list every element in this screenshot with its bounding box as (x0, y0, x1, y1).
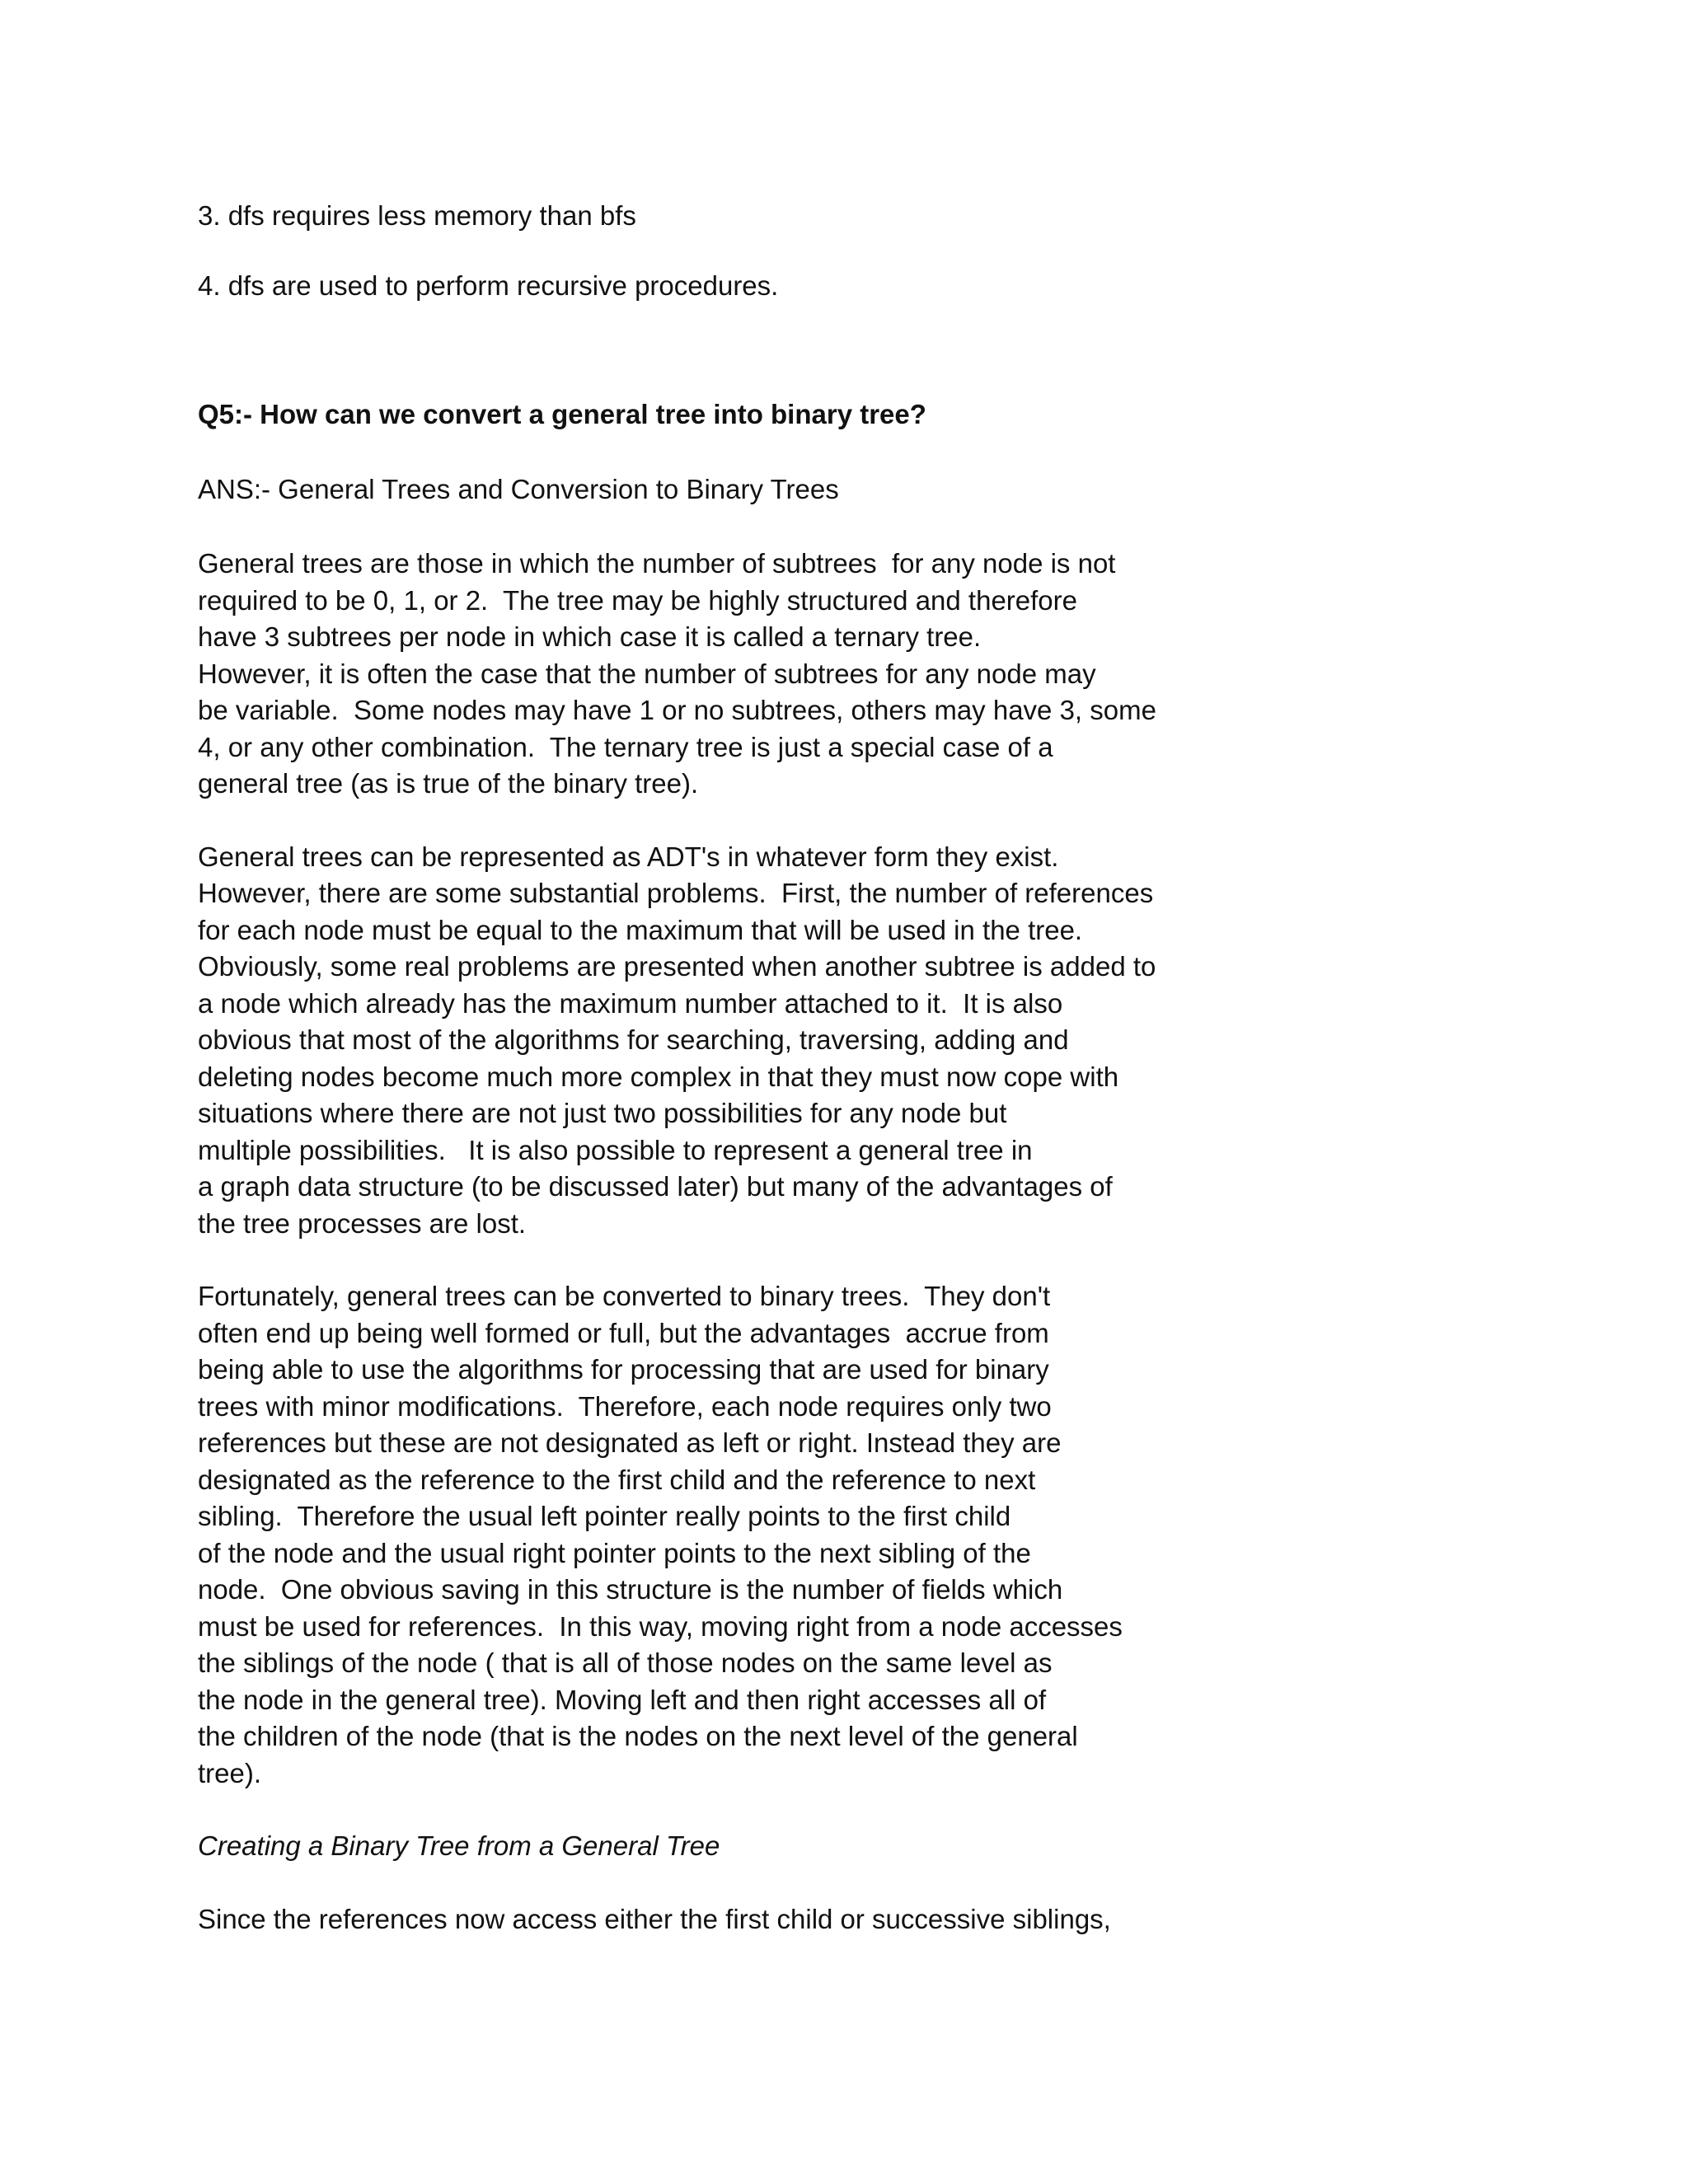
item-list (198, 198, 1253, 304)
paragraph-line: trees with minor modifications. Therefore, each node requires only two (198, 1390, 1052, 1422)
answer-intro-text: ANS:- General Trees and Conversion to Binary Trees (198, 473, 839, 504)
list-item: 4. dfs are used to perform recursive procedures. (198, 269, 779, 301)
paragraph-line: Since the references now access either the first child or successive siblings, (198, 1903, 1111, 1934)
final-paragraph (198, 1901, 1253, 1938)
paragraph-2 (198, 839, 1253, 1243)
paragraph-line: tree). (198, 1757, 262, 1788)
question-heading (198, 396, 1253, 434)
paragraph-line: deleting nodes become much more complex in that they must now cope with (198, 1061, 1119, 1092)
paragraph-1 (198, 546, 1253, 803)
paragraph-line: However, there are some substantial problems. First, the number of references (198, 878, 1154, 908)
paragraph-line: have 3 subtrees per node in which case it is called a ternary tree. (198, 621, 982, 652)
paragraph-3 (198, 1278, 1253, 1792)
answer-intro (198, 471, 1253, 509)
paragraph-line: the children of the node (that is the nodes on the next level of the general (198, 1721, 1078, 1751)
paragraph-line: the tree processes are lost. (198, 1207, 527, 1239)
paragraph-line: must be used for references. In this way, moving right from a node accesses (198, 1610, 1123, 1642)
paragraph-line: of the node and the usual right pointer points to the next sibling of the (198, 1537, 1031, 1568)
document-content (198, 198, 1253, 1938)
paragraph-line: obvious that most of the algorithms for searching, traversing, adding and (198, 1024, 1069, 1055)
paragraph-line: node. One obvious saving in this structure is the number of fields which (198, 1574, 1063, 1605)
paragraph-line: general tree (as is true of the binary tree). (198, 768, 699, 799)
paragraph-line: General trees can be represented as ADT's in whatever form they exist. (198, 841, 1059, 872)
paragraph-line: required to be 0, 1, or 2. The tree may be highly structured and therefore (198, 584, 1078, 616)
question-text: Q5:- How can we convert a general tree into binary tree? (198, 399, 926, 429)
paragraph-line: the node in the general tree). Moving left and then right accesses all of (198, 1684, 1047, 1715)
list-item: 3. dfs requires less memory than bfs (198, 200, 636, 231)
paragraph-line: a graph data structure (to be discussed later) but many of the advantages of (198, 1171, 1113, 1202)
paragraph-line: situations where there are not just two possibilities for any node but (198, 1098, 1007, 1128)
paragraph-line: designated as the reference to the first child and the reference to next (198, 1464, 1036, 1495)
subheading-text: Creating a Binary Tree from a General Tree (198, 1830, 720, 1861)
paragraph-line: often end up being well formed or full, but the advantages accrue from (198, 1317, 1049, 1348)
paragraph-line: However, it is often the case that the number of subtrees for any node may (198, 658, 1096, 689)
paragraph-line: the siblings of the node ( that is all of those nodes on the same level as (198, 1647, 1053, 1678)
paragraph-line: a node which already has the maximum number attached to it. It is also (198, 987, 1063, 1019)
paragraph-line: sibling. Therefore the usual left pointer really points to the first child (198, 1501, 1011, 1531)
subheading (198, 1828, 1253, 1865)
paragraph-line: multiple possibilities. It is also possible to represent a general tree in (198, 1134, 1033, 1165)
paragraph-line: for each node must be equal to the maximum that will be used in the tree. (198, 914, 1083, 945)
paragraph-line: General trees are those in which the number of subtrees for any node is not (198, 548, 1116, 579)
paragraph-line: being able to use the algorithms for processing that are used for binary (198, 1354, 1049, 1385)
paragraph-line: Fortunately, general trees can be converted to binary trees. They don't (198, 1281, 1051, 1311)
paragraph-line: references but these are not designated as left or right. Instead they are (198, 1427, 1062, 1458)
paragraph-line: 4, or any other combination. The ternary tree is just a special case of a (198, 731, 1053, 762)
paragraph-line: Obviously, some real problems are presented when another subtree is added to (198, 951, 1156, 982)
paragraph-line: be variable. Some nodes may have 1 or no subtrees, others may have 3, some (198, 695, 1156, 725)
